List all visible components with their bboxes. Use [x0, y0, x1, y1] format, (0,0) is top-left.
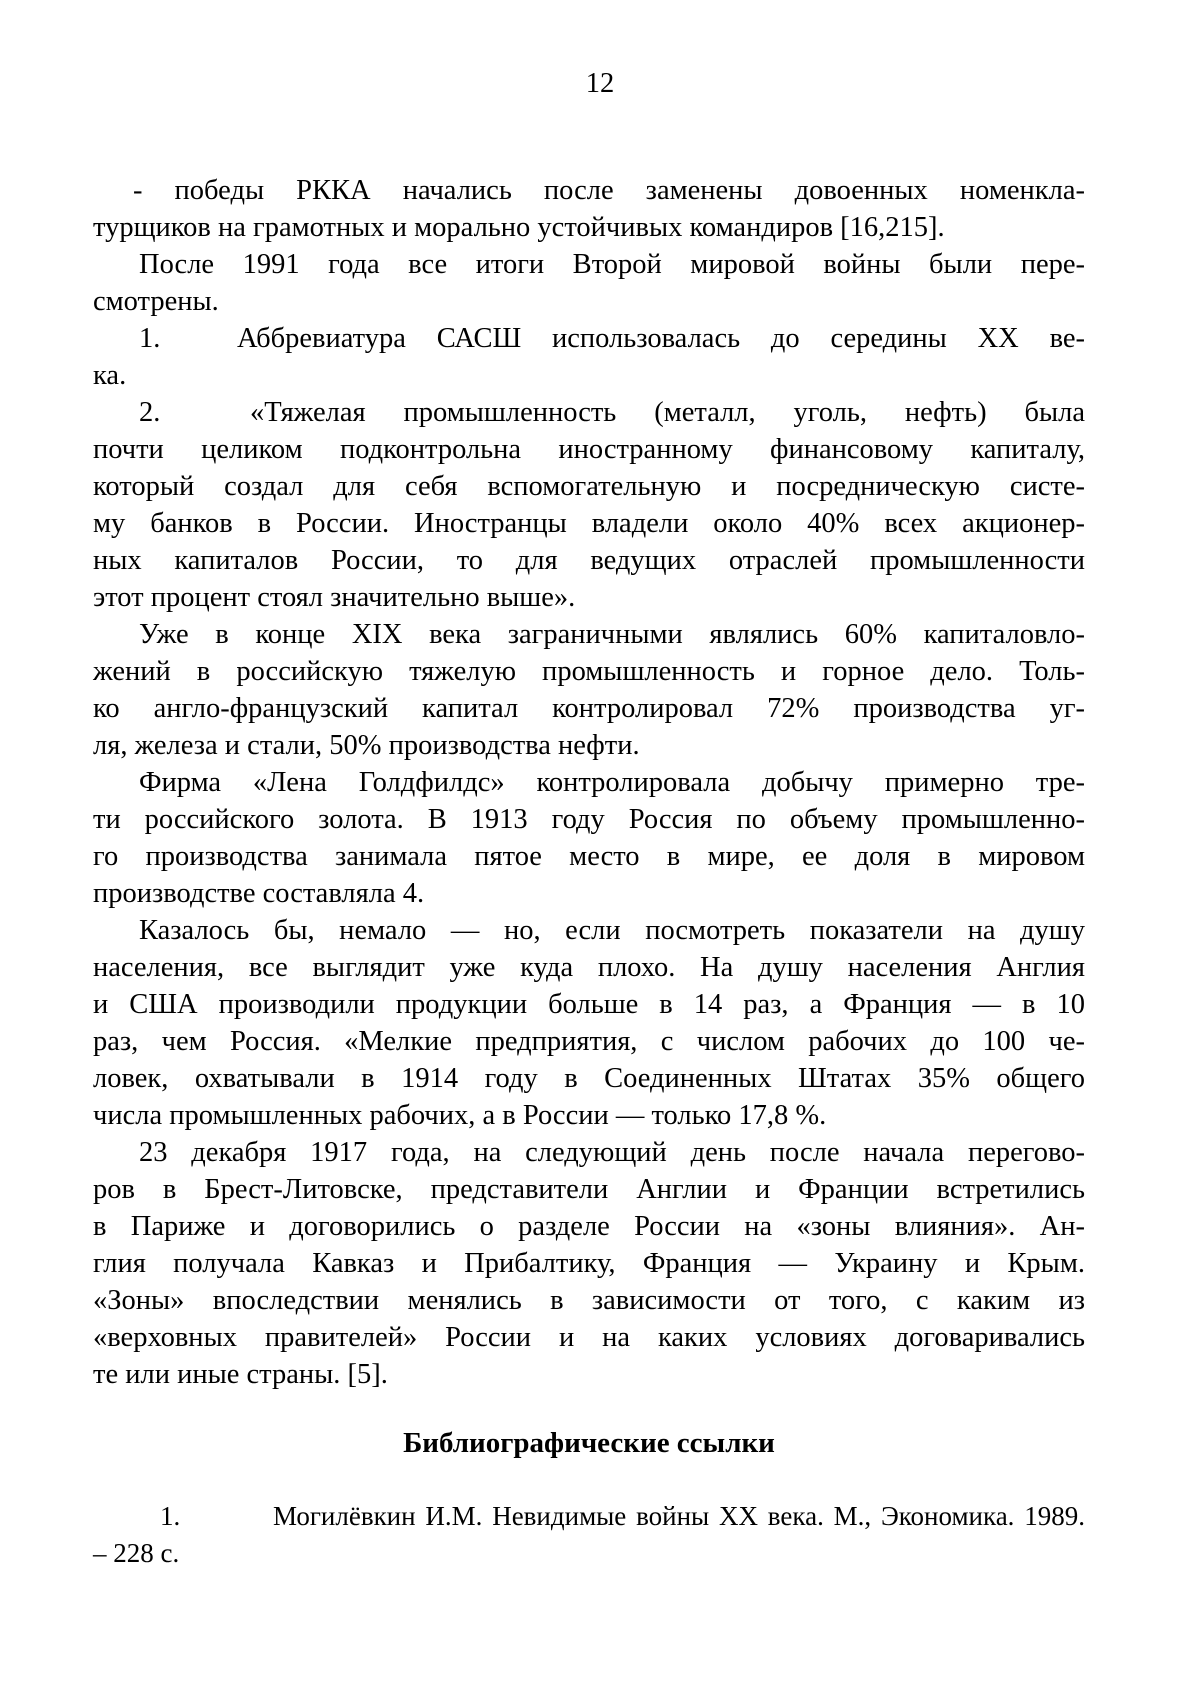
- list-number: 1.: [160, 1501, 181, 1531]
- text-line: в Париже и договорились о разделе России на «зоны влияния». Ан-: [93, 1211, 1085, 1242]
- text-line: глия получала Кавказ и Прибалтику, Франция — Украину и Крым.: [93, 1248, 1085, 1279]
- paragraph: [93, 320, 1085, 394]
- paragraph: [93, 616, 1085, 764]
- text-line-content: Аббревиатура САСШ использовалась до середины XX ве-: [237, 323, 1085, 354]
- text-line: Фирма «Лена Голдфилдс» контролировала добычу примерно тре-: [139, 767, 1085, 798]
- text-line: му банков в России. Иностранцы владели около 40% всех акционер-: [93, 508, 1085, 539]
- text-line: ных капиталов России, то для ведущих отраслей промышленности: [93, 545, 1085, 576]
- text-line: После 1991 года все итоги Второй мировой войны были пере-: [139, 249, 1085, 280]
- text-line: ко англо-французский капитал контролировал 72% производства уг-: [93, 693, 1085, 724]
- list-number: 1.: [139, 323, 161, 354]
- text-line: ров в Брест-Литовске, представители Англии и Франции встретились: [93, 1174, 1085, 1205]
- text-line: и США производили продукции больше в 14 раз, а Франция — в 10: [93, 989, 1085, 1020]
- text-line: раз, чем Россия. «Мелкие предприятия, с числом рабочих до 100 че-: [93, 1026, 1085, 1057]
- text-line: «верховных правителей» России и на каких условиях договаривались: [93, 1322, 1085, 1353]
- text-line: [93, 1498, 1085, 1535]
- bibliography-entry: [93, 1498, 1085, 1572]
- text-line-content: Могилёвкин И.М. Невидимые войны XX века. М., Экономика. 1989.: [273, 1501, 1085, 1531]
- text-line: го производства занимала пятое место в мире, ее доля в мировом: [93, 841, 1085, 872]
- paragraph: [93, 246, 1085, 320]
- text-line: те или иные страны. [5].: [93, 1359, 388, 1390]
- page-number: 12: [585, 68, 615, 99]
- paragraph: [93, 764, 1085, 912]
- text-line: 23 декабря 1917 года, на следующий день после начала перегово-: [139, 1137, 1085, 1168]
- text-line: ти российского золота. В 1913 году Россия по объему промышленно-: [93, 804, 1085, 835]
- paragraph: [93, 394, 1085, 616]
- text-line: производстве составляла 4.: [93, 878, 425, 909]
- text-line: ля, железа и стали, 50% производства нефти.: [93, 730, 640, 761]
- list-number: 2.: [139, 397, 161, 428]
- page-body: [93, 172, 1085, 1572]
- text-line: почти целиком подконтрольна иностранному финансовому капиталу,: [93, 434, 1085, 465]
- text-line: ка.: [93, 360, 127, 391]
- text-line: турщиков на грамотных и морально устойчивых командиров [16,215].: [93, 212, 945, 243]
- bibliography-heading: Библиографические ссылки: [403, 1427, 775, 1459]
- text-line: жений в российскую тяжелую промышленность и горное дело. Толь-: [93, 656, 1085, 687]
- text-line: населения, все выглядит уже куда плохо. На душу населения Англия: [93, 952, 1085, 983]
- text-line: – 228 с.: [93, 1538, 180, 1568]
- text-line: этот процент стоял значительно выше».: [93, 582, 576, 613]
- text-line: Казалось бы, немало — но, если посмотреть показатели на душу: [139, 915, 1085, 946]
- text-line: «Зоны» впоследствии менялись в зависимости от того, с каким из: [93, 1285, 1085, 1316]
- text-line: [93, 394, 1085, 431]
- paragraph: [93, 172, 1085, 246]
- text-line: числа промышленных рабочих, а в России — только 17,8 %.: [93, 1100, 827, 1131]
- text-line: ловек, охватывали в 1914 году в Соединенных Штатах 35% общего: [93, 1063, 1085, 1094]
- text-line: смотрены.: [93, 286, 219, 317]
- text-line: Уже в конце XIX века заграничными являлись 60% капиталовло-: [139, 619, 1085, 650]
- text-line-content: «Тяжелая промышленность (металл, уголь, нефть) была: [250, 397, 1085, 428]
- paragraph: [93, 1134, 1085, 1393]
- text-line: который создал для себя вспомогательную и посредническую систе-: [93, 471, 1085, 502]
- text-line: - победы РККА начались после заменены довоенных номенкла-: [133, 175, 1085, 206]
- text-line: [93, 320, 1085, 357]
- paragraph: [93, 912, 1085, 1134]
